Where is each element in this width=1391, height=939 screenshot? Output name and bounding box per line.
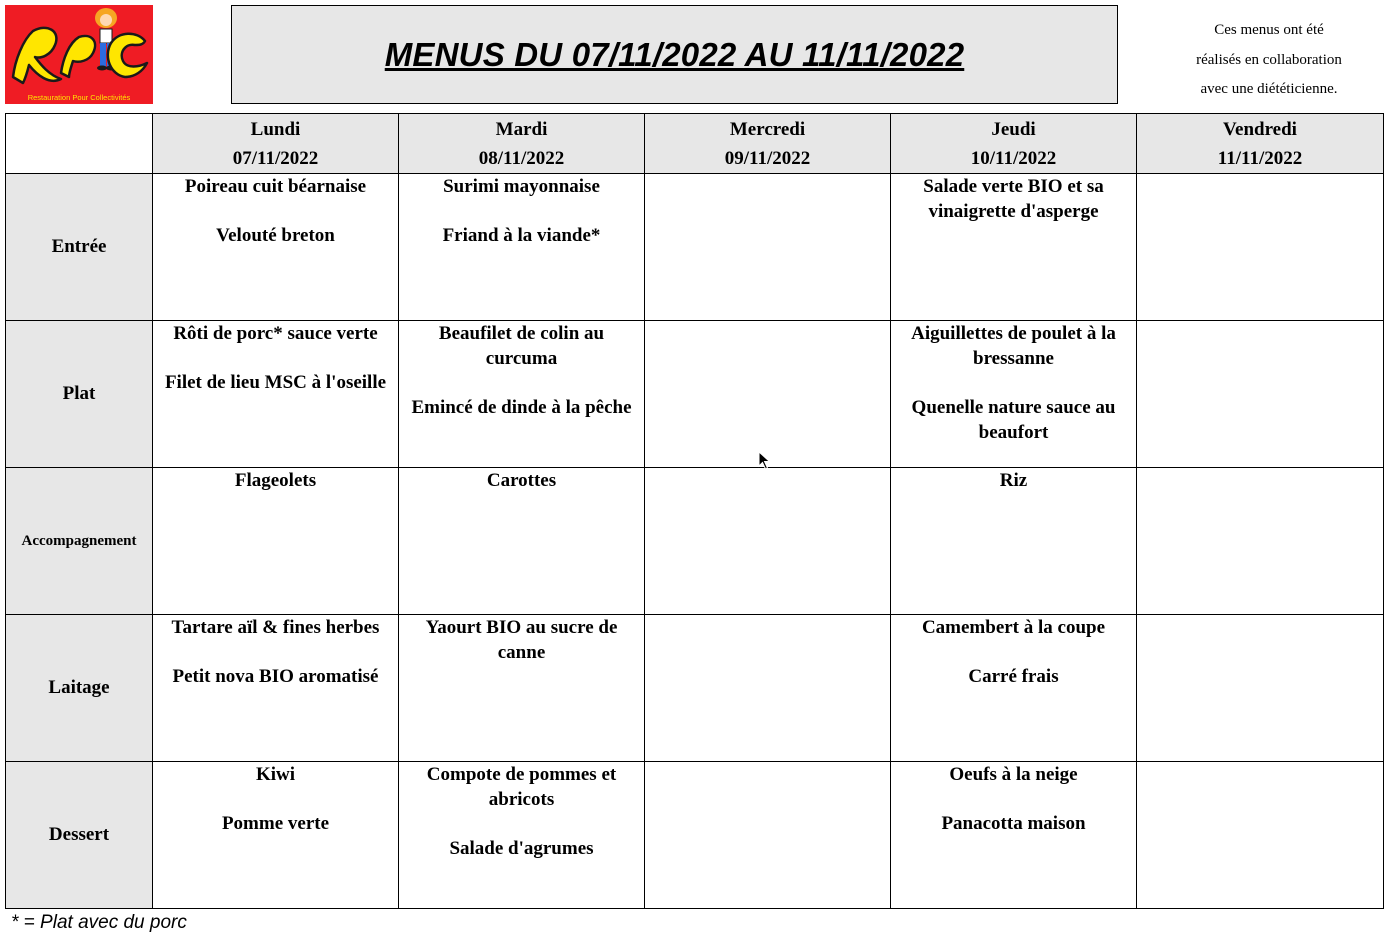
day-header-jeudi [891, 114, 1137, 174]
day-header-row [6, 114, 1384, 174]
dish-item: Salade verte BIO et sa vinaigrette d'asperge [923, 176, 1104, 222]
menu-row-entrée [6, 174, 1384, 321]
menu-cell [891, 174, 1137, 321]
dish-item: Tartare aïl & fines herbes [171, 617, 380, 638]
category-label: Plat [6, 321, 153, 468]
dish-item: Riz [999, 470, 1028, 491]
menu-cell [645, 615, 891, 762]
category-label: Accompagnement [6, 468, 153, 615]
dish-item: Poireau cuit béarnaise [184, 176, 367, 197]
menu-cell [1137, 468, 1384, 615]
mouse-pointer-icon [758, 451, 772, 471]
menu-cell [1137, 174, 1384, 321]
day-name: Vendredi [1223, 119, 1297, 140]
menu-cell [399, 468, 645, 615]
menu-cell [399, 321, 645, 468]
dish-item: Flageolets [234, 470, 317, 491]
dish-item: Emincé de dinde à la pêche [411, 397, 632, 418]
page-title: MENUS DU 07/11/2022 AU 11/11/2022 [384, 35, 965, 73]
menu-cell [891, 321, 1137, 468]
day-date: 11/11/2022 [1217, 148, 1303, 169]
dish-item: Compote de pommes et abricots [426, 764, 617, 810]
dish-item: Petit nova BIO aromatisé [172, 666, 379, 687]
menu-cell [1137, 762, 1384, 909]
menu-cell [1137, 321, 1384, 468]
menu-row-accompagnement [6, 468, 1384, 615]
dish-item: Filet de lieu MSC à l'oseille [164, 372, 387, 393]
dish-item: Salade d'agrumes [449, 838, 594, 859]
dish-item: Panacotta maison [941, 813, 1086, 834]
day-name: Mercredi [729, 119, 806, 140]
day-header-vendredi [1137, 114, 1384, 174]
menu-cell [645, 468, 891, 615]
day-header-mardi [399, 114, 645, 174]
day-name: Jeudi [991, 119, 1036, 140]
menu-cell [399, 615, 645, 762]
menu-cell [645, 762, 891, 909]
dish-item: Yaourt BIO au sucre de canne [425, 617, 618, 663]
menu-cell [645, 174, 891, 321]
menu-cell [153, 615, 399, 762]
dish-item: Carré frais [968, 666, 1059, 687]
day-date: 09/11/2022 [724, 148, 811, 169]
menu-cell [891, 468, 1137, 615]
day-date: 08/11/2022 [478, 148, 565, 169]
menu-row-laitage [6, 615, 1384, 762]
logo-tagline: Restauration Pour Collectivités [27, 93, 131, 102]
menu-row-dessert [6, 762, 1384, 909]
rpc-logo-graphic [5, 5, 153, 104]
menu-cell [399, 762, 645, 909]
day-date: 07/11/2022 [232, 148, 319, 169]
day-header-lundi [153, 114, 399, 174]
dish-item: Surimi mayonnaise [443, 176, 600, 197]
logo-letters [13, 28, 147, 83]
company-logo [5, 5, 153, 104]
day-name: Mardi [495, 119, 548, 140]
dietitian-note [1160, 16, 1378, 105]
menu-table [5, 113, 1384, 909]
menu-cell [399, 174, 645, 321]
category-label: Entrée [6, 174, 153, 321]
dish-item: Oeufs à la neige [949, 764, 1078, 785]
dish-item: Rôti de porc* sauce verte [173, 323, 378, 344]
day-header-mercredi [645, 114, 891, 174]
dish-item: Velouté breton [216, 225, 335, 246]
dish-item: Kiwi [255, 764, 296, 785]
corner-cell [6, 114, 153, 174]
menu-cell [153, 762, 399, 909]
menu-cell [153, 321, 399, 468]
menu-cell [891, 615, 1137, 762]
note-line: Ces menus ont été [1214, 22, 1324, 38]
dish-item: Quenelle nature sauce au beaufort [911, 397, 1116, 443]
menu-table-body [6, 114, 1384, 909]
dish-item: Beaufilet de colin au curcuma [438, 323, 605, 369]
dish-item: Pomme verte [221, 813, 330, 834]
dish-item: Aiguillettes de poulet à la bressanne [911, 323, 1116, 369]
title-banner [231, 5, 1118, 104]
menu-cell [1137, 615, 1384, 762]
dish-item: Camembert à la coupe [921, 617, 1106, 638]
dish-item: Friand à la viande* [442, 225, 601, 246]
menu-cell [645, 321, 891, 468]
dish-item: Carottes [486, 470, 557, 491]
menu-row-plat [6, 321, 1384, 468]
category-label: Dessert [6, 762, 153, 909]
menu-cell [891, 762, 1137, 909]
note-line: avec une diététicienne. [1200, 81, 1338, 97]
menu-cell [153, 174, 399, 321]
day-date: 10/11/2022 [970, 148, 1057, 169]
menu-cell [153, 468, 399, 615]
note-line: réalisés en collaboration [1196, 51, 1342, 68]
day-name: Lundi [250, 119, 301, 140]
pork-footnote: * = Plat avec du porc [11, 912, 187, 933]
category-label: Laitage [6, 615, 153, 762]
